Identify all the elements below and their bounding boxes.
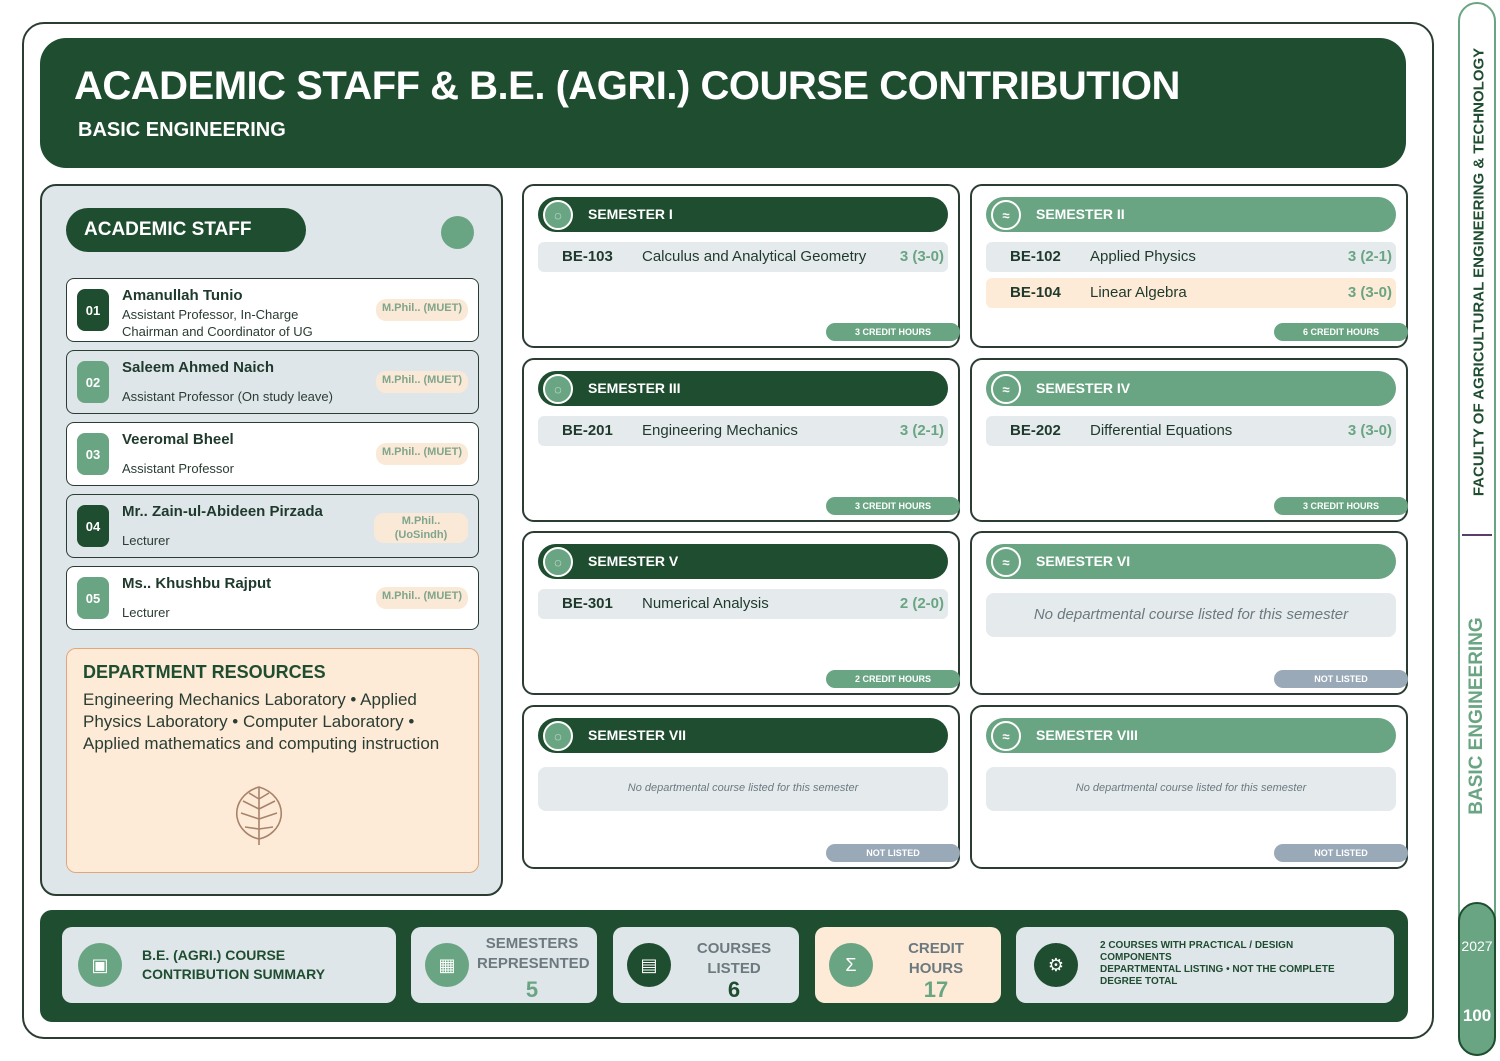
status-chip: NOT LISTED — [826, 844, 960, 862]
credit-chip: 2 CREDIT HOURS — [826, 670, 960, 688]
semester-icon: ◌ — [543, 200, 573, 230]
credit-chip: 3 CREDIT HOURS — [1274, 497, 1408, 515]
semester-header — [538, 544, 948, 579]
semester-label: SEMESTER IV — [1036, 380, 1131, 396]
course-code: BE-301 — [562, 595, 613, 612]
semester-header — [986, 197, 1396, 232]
semester-label: SEMESTER II — [1036, 206, 1125, 222]
credit-value: 17 — [923, 977, 949, 1002]
credit-label — [881, 939, 991, 979]
semester-header — [986, 544, 1396, 579]
staff-number: 05 — [77, 577, 109, 619]
staff-name: Mr.. Zain-ul-Abideen Pirzada — [122, 503, 323, 520]
course-title: Linear Algebra — [1090, 284, 1187, 301]
course-credit: 3 (2-1) — [1347, 248, 1392, 265]
credit-label-line: HOURS — [908, 960, 964, 977]
summary-title-box — [62, 927, 396, 1003]
resources-text: Engineering Mechanics Laboratory • Applied Physics Laboratory • Computer Laboratory • Applied mathematics and computing instruction — [83, 690, 440, 753]
academic-staff-panel — [40, 184, 503, 896]
staff-role: Lecturer — [122, 533, 170, 548]
staff-card — [66, 350, 479, 414]
degree-line: M.Phil.. — [401, 515, 441, 527]
semester-header — [538, 718, 948, 753]
course-row — [986, 278, 1396, 308]
staff-role: Assistant Professor — [122, 461, 234, 476]
summary-title-line: B.E. (AGRI.) COURSE — [142, 947, 286, 963]
year-label: 2027 — [1461, 938, 1493, 954]
semester-header — [538, 197, 948, 232]
semesters-label-line: SEMESTERS — [485, 935, 579, 952]
empty-semester-note: No departmental course listed for this semester — [986, 767, 1396, 811]
status-chip: NOT LISTED — [1274, 670, 1408, 688]
course-code: BE-102 — [1010, 248, 1061, 265]
courses-value: 6 — [727, 977, 741, 1002]
semester-header — [538, 371, 948, 406]
semester-icon: ≈ — [991, 374, 1021, 404]
semester-label: SEMESTER I — [588, 206, 673, 222]
gear-icon: ⚙ — [1034, 943, 1078, 987]
semester-card-6 — [970, 531, 1408, 695]
staff-role-line: Chairman and Coordinator of UG — [122, 324, 313, 339]
course-credit: 3 (3-0) — [899, 248, 944, 265]
degree-line: (UoSindh) — [394, 529, 448, 541]
staff-card — [66, 494, 479, 558]
course-title: Differential Equations — [1090, 422, 1233, 439]
semester-card-7 — [522, 705, 960, 869]
course-code: BE-103 — [562, 248, 613, 265]
staff-number: 03 — [77, 433, 109, 475]
sigma-icon: Σ — [829, 943, 873, 987]
staff-card — [66, 422, 479, 486]
summary-icon: ▣ — [78, 943, 122, 987]
resources-heading: DEPARTMENT RESOURCES — [83, 662, 326, 682]
semester-card-4 — [970, 358, 1408, 522]
credit-chip: 3 CREDIT HOURS — [826, 323, 960, 341]
degree-badge — [374, 513, 468, 543]
decorative-dot — [441, 216, 474, 249]
staff-number: 02 — [77, 361, 109, 403]
semester-card-3 — [522, 358, 960, 522]
summary-note-line: 2 COURSES WITH PRACTICAL / DESIGN COMPONENTS — [1100, 940, 1294, 963]
courses-label-line: LISTED — [707, 960, 761, 977]
staff-name: Amanullah Tunio — [122, 287, 243, 304]
course-title: Calculus and Analytical Geometry — [642, 248, 867, 265]
credit-label-line: CREDIT — [908, 940, 964, 957]
semesters-value: 5 — [525, 977, 539, 1002]
semester-card-2 — [970, 184, 1408, 348]
course-title: Applied Physics — [1090, 248, 1196, 265]
page-subtitle: BASIC ENGINEERING — [78, 119, 286, 141]
semester-header — [986, 718, 1396, 753]
staff-role: Lecturer — [122, 605, 170, 620]
courses-label — [679, 939, 789, 979]
semester-icon: ◌ — [543, 721, 573, 751]
course-credit: 3 (3-0) — [1347, 422, 1392, 439]
summary-note-line: DEPARTMENTAL LISTING • NOT THE COMPLETE DEGREE TOTAL — [1100, 964, 1335, 987]
semester-card-5 — [522, 531, 960, 695]
calendar-icon: ▦ — [425, 943, 469, 987]
staff-role — [122, 306, 313, 340]
semester-card-1 — [522, 184, 960, 348]
degree-badge: M.Phil.. (MUET) — [376, 371, 468, 393]
department-resources — [66, 648, 479, 873]
side-footer-block — [1458, 902, 1496, 1056]
course-credit: 2 (2-0) — [899, 595, 944, 612]
course-row — [538, 242, 948, 272]
semesters-label-line: REPRESENTED — [477, 955, 590, 972]
course-row — [986, 416, 1396, 446]
semester-card-8 — [970, 705, 1408, 869]
header-banner — [40, 38, 1406, 168]
staff-heading: ACADEMIC STAFF — [66, 208, 306, 252]
staff-name: Veeromal Bheel — [122, 431, 234, 448]
degree-badge: M.Phil.. (MUET) — [376, 299, 468, 321]
staff-role-line: Assistant Professor, In-Charge — [122, 307, 299, 322]
semester-icon: ≈ — [991, 200, 1021, 230]
summary-title — [142, 946, 325, 984]
list-icon: ▤ — [627, 943, 671, 987]
course-credit: 3 (3-0) — [1347, 284, 1392, 301]
summary-note — [1100, 940, 1360, 988]
side-divider — [1462, 534, 1492, 536]
summary-title-line: CONTRIBUTION SUMMARY — [142, 966, 326, 982]
degree-badge: M.Phil.. (MUET) — [376, 587, 468, 609]
department-label: BASIC ENGINEERING — [1466, 617, 1487, 815]
page-title: ACADEMIC STAFF & B.E. (AGRI.) COURSE CONTRIBUTION — [74, 64, 1180, 108]
credit-chip: 3 CREDIT HOURS — [826, 497, 960, 515]
course-row — [538, 589, 948, 619]
courses-label-line: COURSES — [696, 940, 772, 957]
semester-icon: ≈ — [991, 721, 1021, 751]
page-number: 100 — [1462, 1006, 1492, 1025]
course-row — [986, 242, 1396, 272]
staff-card — [66, 278, 479, 342]
semester-header — [986, 371, 1396, 406]
course-row — [538, 416, 948, 446]
semester-label: SEMESTER V — [588, 553, 679, 569]
course-title: Numerical Analysis — [642, 595, 769, 612]
empty-semester-note: No departmental course listed for this semester — [538, 767, 948, 811]
semester-label: SEMESTER III — [588, 380, 681, 396]
semester-icon: ≈ — [991, 547, 1021, 577]
semester-label: SEMESTER VIII — [1036, 727, 1138, 743]
staff-role: Assistant Professor (On study leave) — [122, 389, 333, 404]
summary-semesters-box — [411, 927, 597, 1003]
semester-label: SEMESTER VI — [1036, 553, 1131, 569]
summary-note-box — [1016, 927, 1394, 1003]
semester-icon: ◌ — [543, 374, 573, 404]
empty-semester-note: No departmental course listed for this semester — [986, 593, 1396, 637]
staff-number: 01 — [77, 289, 109, 331]
status-chip: NOT LISTED — [1274, 844, 1408, 862]
staff-number: 04 — [77, 505, 109, 547]
summary-courses-box — [613, 927, 799, 1003]
faculty-label: FACULTY OF AGRICULTURAL ENGINEERING & TECHNOLOGY — [1470, 47, 1488, 497]
course-credit: 3 (2-1) — [899, 422, 944, 439]
degree-badge: M.Phil.. (MUET) — [376, 443, 468, 465]
staff-card — [66, 566, 479, 630]
semester-icon: ◌ — [543, 547, 573, 577]
leaf-icon — [229, 779, 289, 849]
course-title: Engineering Mechanics — [642, 422, 798, 439]
course-code: BE-201 — [562, 422, 613, 439]
staff-name: Saleem Ahmed Naich — [122, 359, 274, 376]
credit-chip: 6 CREDIT HOURS — [1274, 323, 1408, 341]
summary-credit-box — [815, 927, 1001, 1003]
course-code: BE-104 — [1010, 284, 1061, 301]
course-code: BE-202 — [1010, 422, 1061, 439]
semesters-label — [477, 934, 590, 974]
staff-name: Ms.. Khushbu Rajput — [122, 575, 272, 592]
semester-label: SEMESTER VII — [588, 727, 687, 743]
summary-bar — [40, 910, 1408, 1022]
